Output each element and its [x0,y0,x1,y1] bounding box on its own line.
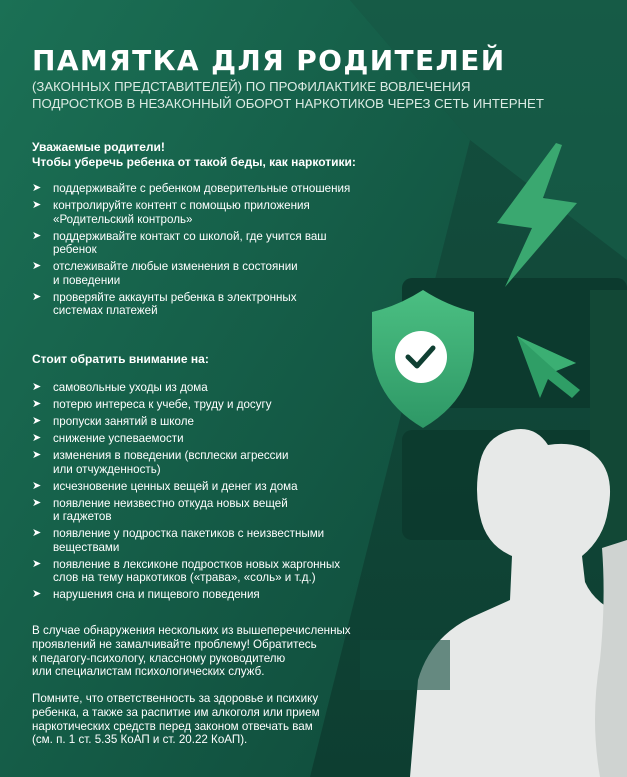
paragraph-line: или специалистам психологических служб. [32,665,265,679]
subtitle-line: ПОДРОСТКОВ В НЕЗАКОННЫЙ ОБОРОТ НАРКОТИКОВ ЧЕРЕЗ СЕТЬ ИНТЕРНЕТ [32,96,544,111]
list-item [32,415,402,429]
paragraph-line: В случае обнаружения нескольких из вышеперечисленных [32,624,351,637]
list-item-text: контролируйте контент с помощью приложения [53,198,310,212]
paragraph-line: наркотических средств перед законом отвечать вам [32,719,313,733]
list-item [32,182,392,196]
list-item [32,558,402,585]
list-item-text: системах платежей [53,304,158,318]
arrow-bullet-icon: ➤ [32,182,42,194]
list-item [32,497,402,524]
arrow-bullet-icon: ➤ [32,260,42,273]
list-item-text: проверяйте аккаунты ребенка в электронных [53,290,297,304]
list-item-text: появление неизвестно откуда новых вещей [53,496,288,510]
arrow-bullet-icon: ➤ [32,431,42,444]
list-item-text: появление у подростка пакетиков с неизвестными [53,527,325,541]
paragraph-line: ребенка, а также за распитие им алкоголя или прием [32,705,320,719]
arrow-bullet-icon: ➤ [32,527,42,540]
list-item-text: «Родительский контроль» [53,212,193,226]
arrow-bullet-icon: ➤ [32,448,42,461]
list-item-text: веществами [53,540,120,554]
arrow-bullet-icon: ➤ [32,397,42,410]
arrow-bullet-icon: ➤ [32,496,42,509]
paragraph-line: (см. п. 1 ст. 5.35 КоАП и ст. 20.22 КоАП). [32,733,248,747]
list-item-text: снижение успеваемости [53,431,184,445]
paragraph-line: проявлений не замалчивайте проблему! Обратитесь [32,637,317,651]
list-item [32,291,392,318]
list-item-text: нарушения сна и пищевого поведения [53,588,260,602]
list-item-text: поддерживайте контакт со школой, где учится ваш [53,229,327,243]
arrow-bullet-icon: ➤ [32,381,42,393]
page-subtitle [32,78,612,112]
arrow-bullet-icon: ➤ [32,588,42,601]
list-item [32,588,402,602]
list-item-text: слов на тему наркотиков («трава», «соль» и т.д.) [53,571,316,585]
list-item-text: поддерживайте с ребенком доверительные отношения [53,182,351,195]
greeting-line: Чтобы уберечь ребенка от такой беды, как наркотики: [32,155,356,169]
list-item [32,260,392,287]
recommendations-list [32,182,392,321]
arrow-bullet-icon: ➤ [32,479,42,492]
list-item [32,230,392,257]
list-item-text: ребенок [53,243,97,257]
attention-heading: Стоит обратить внимание на: [32,352,209,366]
paragraph-line: к педагогу-психологу, классному руководителю [32,651,286,665]
list-item-text: и гаджетов [53,510,112,524]
list-item-text: пропуски занятий в школе [53,414,194,428]
arrow-bullet-icon: ➤ [32,557,42,570]
page-title: ПАМЯТКА ДЛЯ РОДИТЕЛЕЙ [32,44,506,77]
list-item [32,398,402,412]
list-item-text: и поведении [53,273,121,287]
list-item-text: самовольные уходы из дома [53,381,208,394]
arrow-bullet-icon: ➤ [32,198,42,211]
closing-paragraph-2 [32,692,402,747]
warning-signs-list [32,381,402,605]
list-item-text: потерю интереса к учебе, труду и досугу [53,397,272,411]
closing-paragraph-1 [32,624,402,679]
list-item-text: изменения в поведении (всплески агрессии [53,448,289,462]
list-item-text: отслеживайте любые изменения в состоянии [53,260,298,274]
list-item [32,432,402,446]
arrow-bullet-icon: ➤ [32,229,42,242]
list-item [32,199,392,226]
arrow-bullet-icon: ➤ [32,414,42,427]
arrow-bullet-icon: ➤ [32,290,42,303]
list-item [32,480,402,494]
list-item [32,381,402,395]
greeting [32,140,412,170]
list-item [32,449,402,476]
list-item-text: появление в лексиконе подростков новых жаргонных [53,557,341,571]
list-item-text: исчезновение ценных вещей и денег из дома [53,479,298,493]
list-item-text: или отчужденность) [53,462,161,476]
subtitle-line: (ЗАКОННЫХ ПРЕДСТАВИТЕЛЕЙ) ПО ПРОФИЛАКТИКЕ ВОВЛЕЧЕНИЯ [32,79,471,94]
greeting-line: Уважаемые родители! [32,140,165,154]
paragraph-line: Помните, что ответственность за здоровье и психику [32,692,319,705]
list-item [32,527,402,554]
